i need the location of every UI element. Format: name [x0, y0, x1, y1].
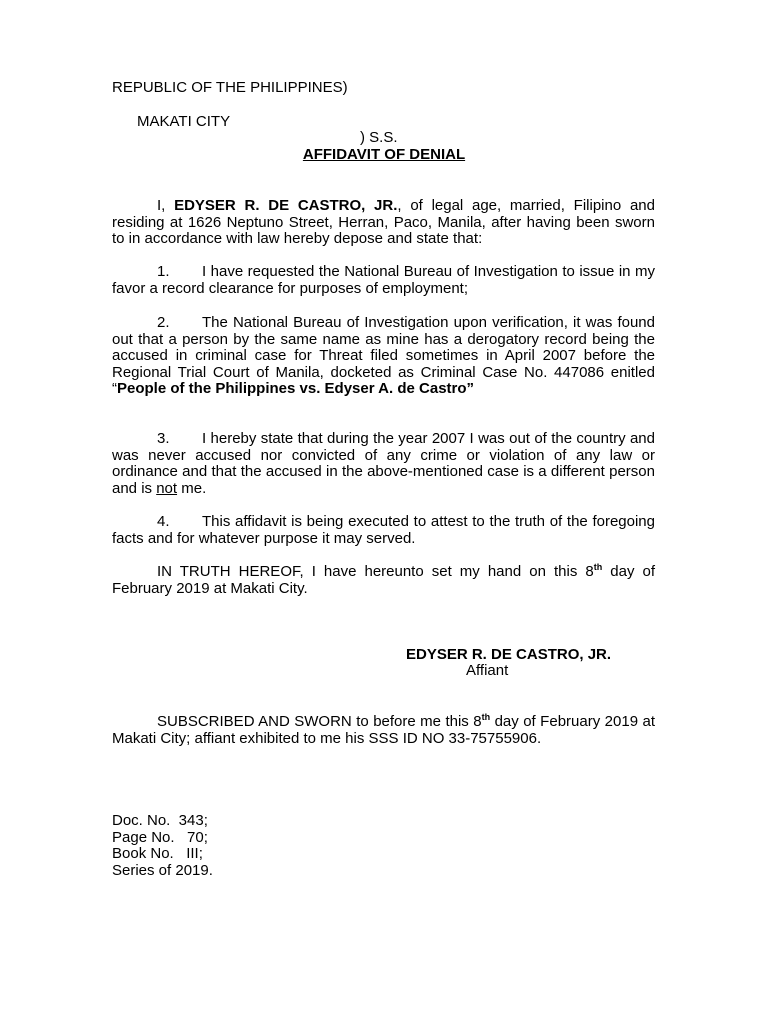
caption-city: MAKATI CITY: [137, 112, 231, 130]
ordinal-suffix: th: [481, 712, 491, 722]
notarial-register: [112, 813, 213, 879]
book-number: Book No. III;: [112, 845, 203, 862]
caption-ss: ) S.S.: [360, 129, 398, 146]
paragraph-text: This affidavit is being executed to attest to the truth of the foregoing facts and for whatever purpose it may served.: [112, 513, 655, 547]
paragraph-number: 2.: [157, 314, 170, 331]
doc-number: Doc. No. 343;: [112, 812, 208, 829]
paragraph-2: [112, 315, 655, 398]
venue-caption: [112, 79, 432, 146]
paragraph-number: 4.: [157, 513, 170, 530]
ordinal-suffix: th: [593, 562, 603, 572]
paragraph-text: The National Bureau of Investigation upon verification, it was found out that a person by the same name as mine has a derogatory record being the accused in criminal case for Threat filed sometimes in April 2007 before the Regional Trial Court of Manila, docketed as Criminal Case No. 447086 enitled “: [112, 314, 655, 397]
jurat-clause: SUBSCRIBED AND SWORN to before me this 8th day of February 2019 at Makati City; affiant exhibited to me his SSS ID NO 33-75755906.: [112, 712, 655, 747]
paragraph-text: I have requested the National Bureau of Investigation to issue in my favor a record clearance for purposes of employment;: [112, 263, 655, 297]
paragraph-number: 1.: [157, 263, 170, 280]
affiant-label: Affiant: [466, 662, 509, 679]
paragraph-text: I hereby state that during the year 2007 I was out of the country and was never accused nor convicted of any crime or violation of any law or ordinance and that the accused in the above-mentioned case is a different person and is: [112, 430, 655, 497]
paragraph-3: [112, 431, 655, 497]
paragraph-number: 3.: [157, 430, 170, 447]
paragraph-1: [112, 264, 655, 297]
intro-paragraph: [112, 198, 655, 248]
page-number: Page No. 70;: [112, 828, 208, 846]
case-title: People of the Philippines vs. Edyser A. de Castro”: [117, 380, 475, 397]
document-title: AFFIDAVIT OF DENIAL: [302, 146, 466, 163]
series-year: Series of 2019.: [112, 861, 213, 879]
caption-city-line: [112, 97, 432, 146]
affiant-name-inline: EDYSER R. DE CASTRO, JR.: [174, 197, 398, 214]
underlined-not: not: [156, 479, 178, 497]
caption-republic: REPUBLIC OF THE PHILIPPINES): [112, 79, 348, 96]
paragraph-text-end: me.: [177, 479, 207, 497]
affiant-signature-name: EDYSER R. DE CASTRO, JR.: [406, 646, 612, 663]
witness-clause: IN TRUTH HEREOF, I have hereunto set my hand on this 8th day of February 2019 at Makati City.: [112, 562, 656, 597]
intro-rest: , of legal age, married, Filipino and residing at 1626 Neptuno Street, Herran, Paco, Manila, after having been sworn to in accordance with law hereby depose and state that:: [112, 197, 655, 247]
intro-pre: I,: [157, 197, 175, 214]
paragraph-4: [112, 514, 655, 547]
